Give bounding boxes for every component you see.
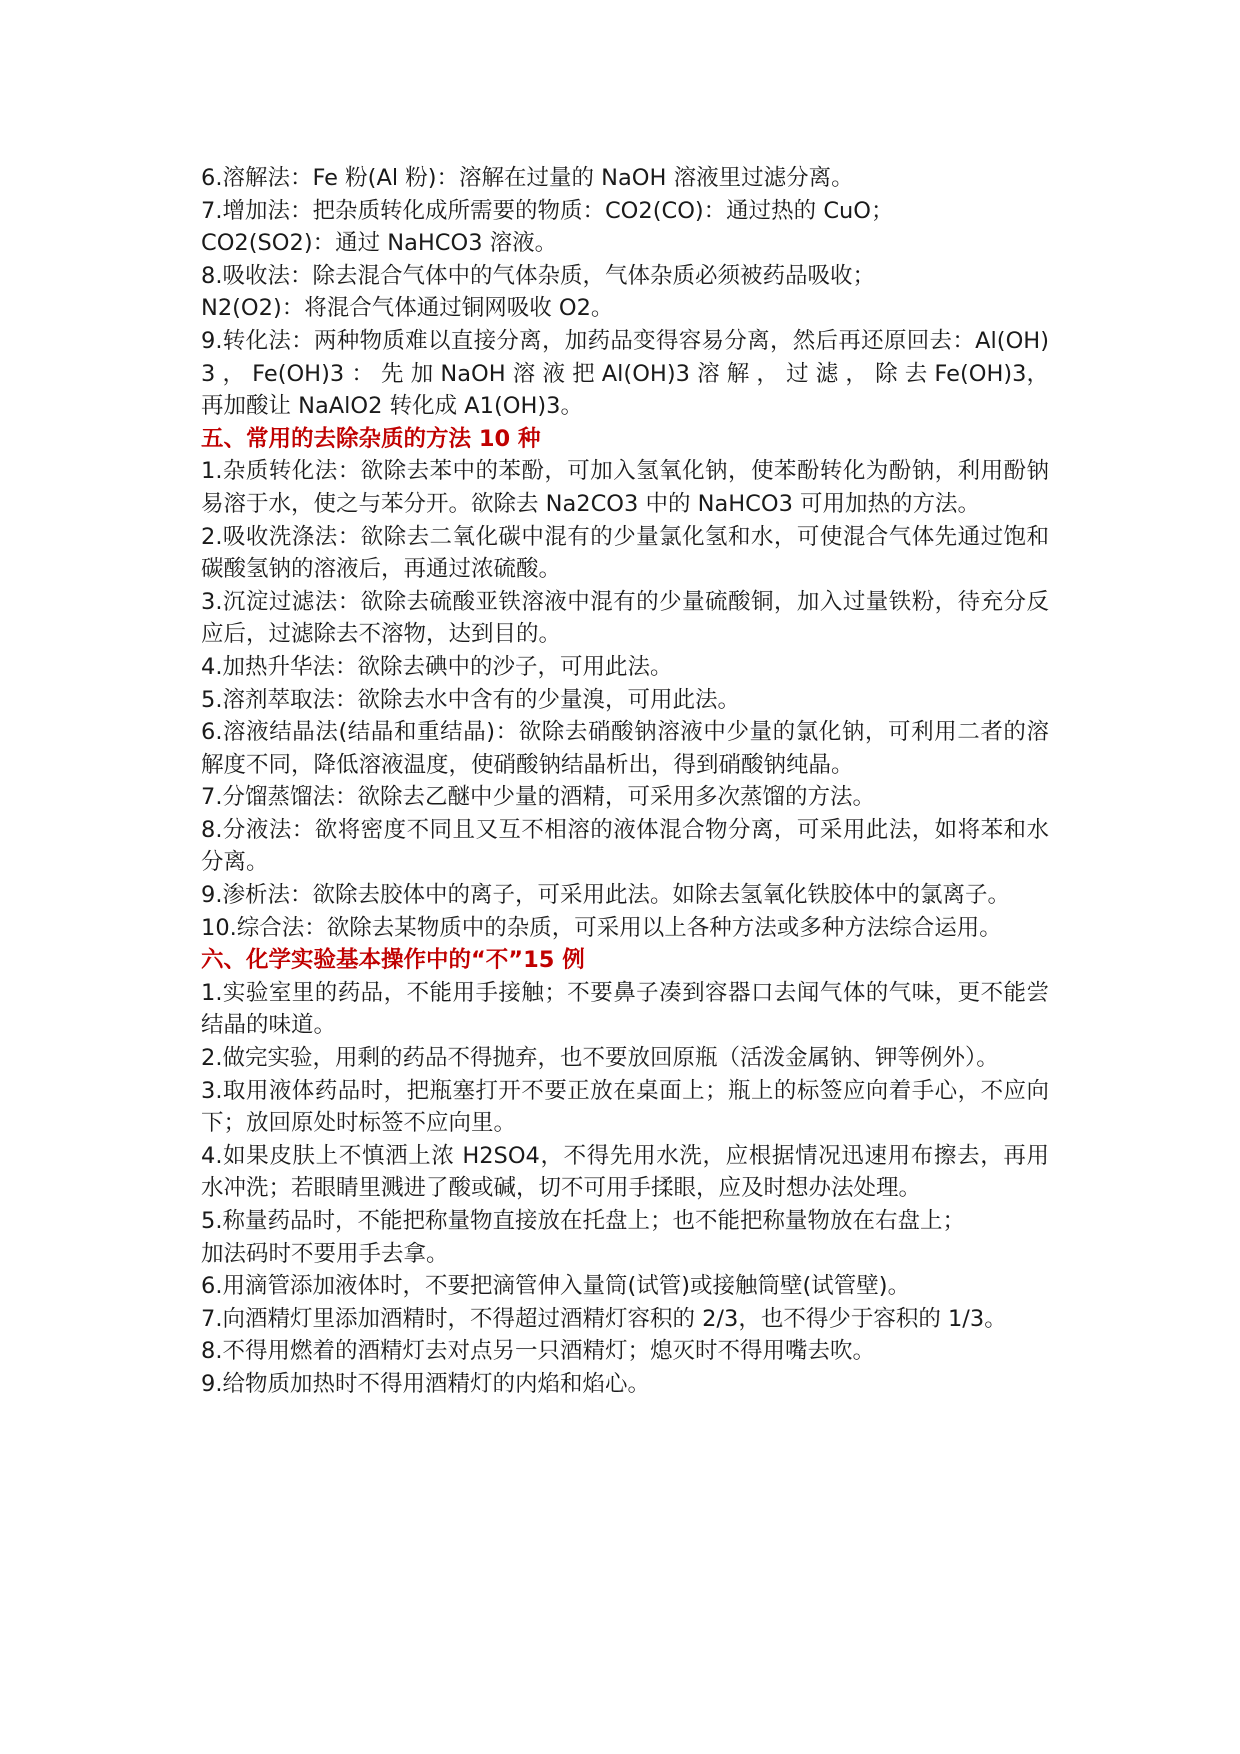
paragraph-rule-2: 2.做完实验，用剩的药品不得抛弃，也不要放回原瓶（活泼金属钠、钾等例外）。 bbox=[201, 1045, 999, 1072]
paragraph-method-7: 7.分馏蒸馏法：欲除去乙醚中少量的酒精，可采用多次蒸馏的方法。 bbox=[201, 784, 875, 811]
paragraph-method-2: 2.吸收洗涤法：欲除去二氧化碳中混有的少量氯化氢和水，可使混合气体先通过饱和碳酸氢钠的溶液后，再通过浓硫酸。 bbox=[201, 523, 1049, 583]
paragraph-dissolution-method: 6.溶解法：Fe 粉(Al 粉)：溶解在过量的 NaOH 溶液里过滤分离。 bbox=[201, 165, 854, 191]
paragraph-absorption-method-cont: N2(O2)：将混合气体通过铜网吸收 O2。 bbox=[201, 295, 614, 322]
paragraph-rule-1: 1.实验室里的药品，不能用手接触；不要鼻子凑到容器口去闻气体的气味，更不能尝结晶的味道。 bbox=[201, 979, 1049, 1039]
paragraph-rule-3: 3.取用液体药品时，把瓶塞打开不要正放在桌面上；瓶上的标签应向着手心，不应向下；放回原处时标签不应向里。 bbox=[201, 1077, 1049, 1137]
paragraph-absorption-method: 8.吸收法：除去混合气体中的气体杂质，气体杂质必须被药品吸收； bbox=[201, 262, 875, 289]
paragraph-method-3: 3.沉淀过滤法：欲除去硫酸亚铁溶液中混有的少量硫酸铜，加入过量铁粉，待充分反应后，过滤除去不溶物，达到目的。 bbox=[201, 588, 1049, 648]
document-body bbox=[201, 162, 1049, 1401]
section-heading-6: 六、化学实验基本操作中的“不”15 例 bbox=[201, 947, 585, 974]
paragraph-rule-5-cont: 加法码时不要用手去拿。 bbox=[201, 1240, 449, 1267]
paragraph-rule-7: 7.向酒精灯里添加酒精时，不得超过酒精灯容积的 2/3，也不得少于容积的 1/3。 bbox=[201, 1305, 1007, 1332]
paragraph-rule-6: 6.用滴管添加液体时，不要把滴管伸入量筒(试管)或接触筒壁(试管壁)。 bbox=[201, 1273, 911, 1300]
paragraph-rule-9: 9.给物质加热时不得用酒精灯的内焰和焰心。 bbox=[201, 1370, 650, 1397]
paragraph-conversion-method: 9.转化法：两种物质难以直接分离，加药品变得容易分离，然后再还原回去：Al(OH)3 ， Fe(OH)3 ： 先 加 NaOH 溶 液 把 Al(OH)3 溶 解 ， 过 滤 ， 除 去 Fe(OH)3，再加酸让 NaAlO2 转化成 A1(OH)3。 bbox=[201, 327, 1049, 420]
paragraph-method-1: 1.杂质转化法：欲除去苯中的苯酚，可加入氢氧化钠，使苯酚转化为酚钠，利用酚钠易溶于水，使之与苯分开。欲除去 Na2CO3 中的 NaHCO3 可用加热的方法。 bbox=[201, 458, 1049, 517]
paragraph-addition-method: 7.增加法：把杂质转化成所需要的物质：CO2(CO)：通过热的 CuO； bbox=[201, 197, 894, 224]
paragraph-method-4: 4.加热升华法：欲除去碘中的沙子，可用此法。 bbox=[201, 653, 673, 680]
paragraph-rule-5: 5.称量药品时，不能把称量物直接放在托盘上；也不能把称量物放在右盘上； bbox=[201, 1208, 965, 1234]
paragraph-method-8: 8.分液法：欲将密度不同且又互不相溶的液体混合物分离，可采用此法，如将苯和水分离。 bbox=[201, 816, 1049, 876]
paragraph-rule-4: 4.如果皮肤上不慎洒上浓 H2SO4，不得先用水洗，应根据情况迅速用布擦去，再用水冲洗；若眼睛里溅进了酸或碱，切不可用手揉眼，应及时想办法处理。 bbox=[201, 1142, 1049, 1202]
paragraph-method-10: 10.综合法：欲除去某物质中的杂质，可采用以上各种方法或多种方法综合运用。 bbox=[201, 914, 1002, 941]
paragraph-method-6: 6.溶液结晶法(结晶和重结晶)：欲除去硝酸钠溶液中少量的氯化钠，可利用二者的溶解度不同，降低溶液温度，使硝酸钠结晶析出，得到硝酸钠纯晶。 bbox=[201, 719, 1049, 778]
paragraph-method-5: 5.溶剂萃取法：欲除去水中含有的少量溴，可用此法。 bbox=[201, 686, 740, 713]
section-heading-5: 五、常用的去除杂质的方法 10 种 bbox=[201, 425, 541, 452]
paragraph-addition-method-cont: CO2(SO2)：通过 NaHCO3 溶液。 bbox=[201, 230, 558, 257]
paragraph-method-9: 9.渗析法：欲除去胶体中的离子，可采用此法。如除去氢氧化铁胶体中的氯离子。 bbox=[201, 882, 1010, 909]
paragraph-rule-8: 8.不得用燃着的酒精灯去对点另一只酒精灯；熄灭时不得用嘴去吹。 bbox=[201, 1338, 875, 1365]
